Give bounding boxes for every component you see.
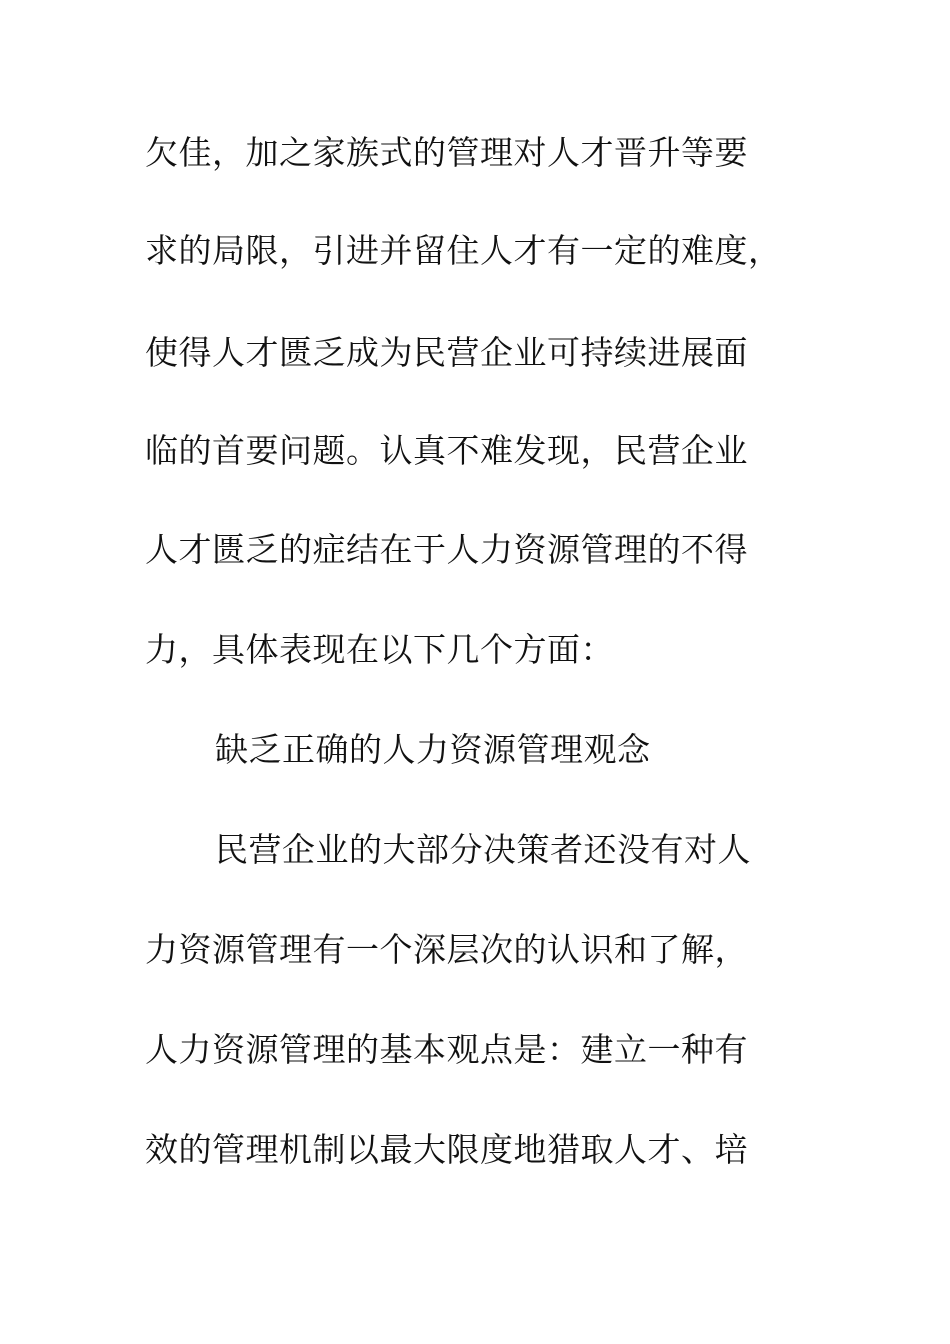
paragraph-line: 效的管理机制以最大限度地猎取人才、培 — [145, 1130, 748, 1169]
paragraph-line: 欠佳，加之家族式的管理对人才晋升等要 — [145, 133, 748, 172]
paragraph-line: 求的局限，引进并留住人才有一定的难度， — [145, 231, 782, 270]
section-heading: 缺乏正确的人力资源管理观念 — [215, 730, 651, 769]
paragraph-line: 力，具体表现在以下几个方面： — [145, 630, 614, 669]
paragraph-line: 力资源管理有一个深层次的认识和了解， — [145, 930, 748, 969]
paragraph-line: 人力资源管理的基本观点是：建立一种有 — [145, 1030, 748, 1069]
paragraph-line: 使得人才匮乏成为民营企业可持续进展面 — [145, 333, 748, 372]
paragraph-line: 临的首要问题。认真不难发现，民营企业 — [145, 431, 748, 470]
paragraph-line: 人才匮乏的症结在于人力资源管理的不得 — [145, 530, 748, 569]
paragraph-line: 民营企业的大部分决策者还没有对人 — [215, 830, 751, 869]
